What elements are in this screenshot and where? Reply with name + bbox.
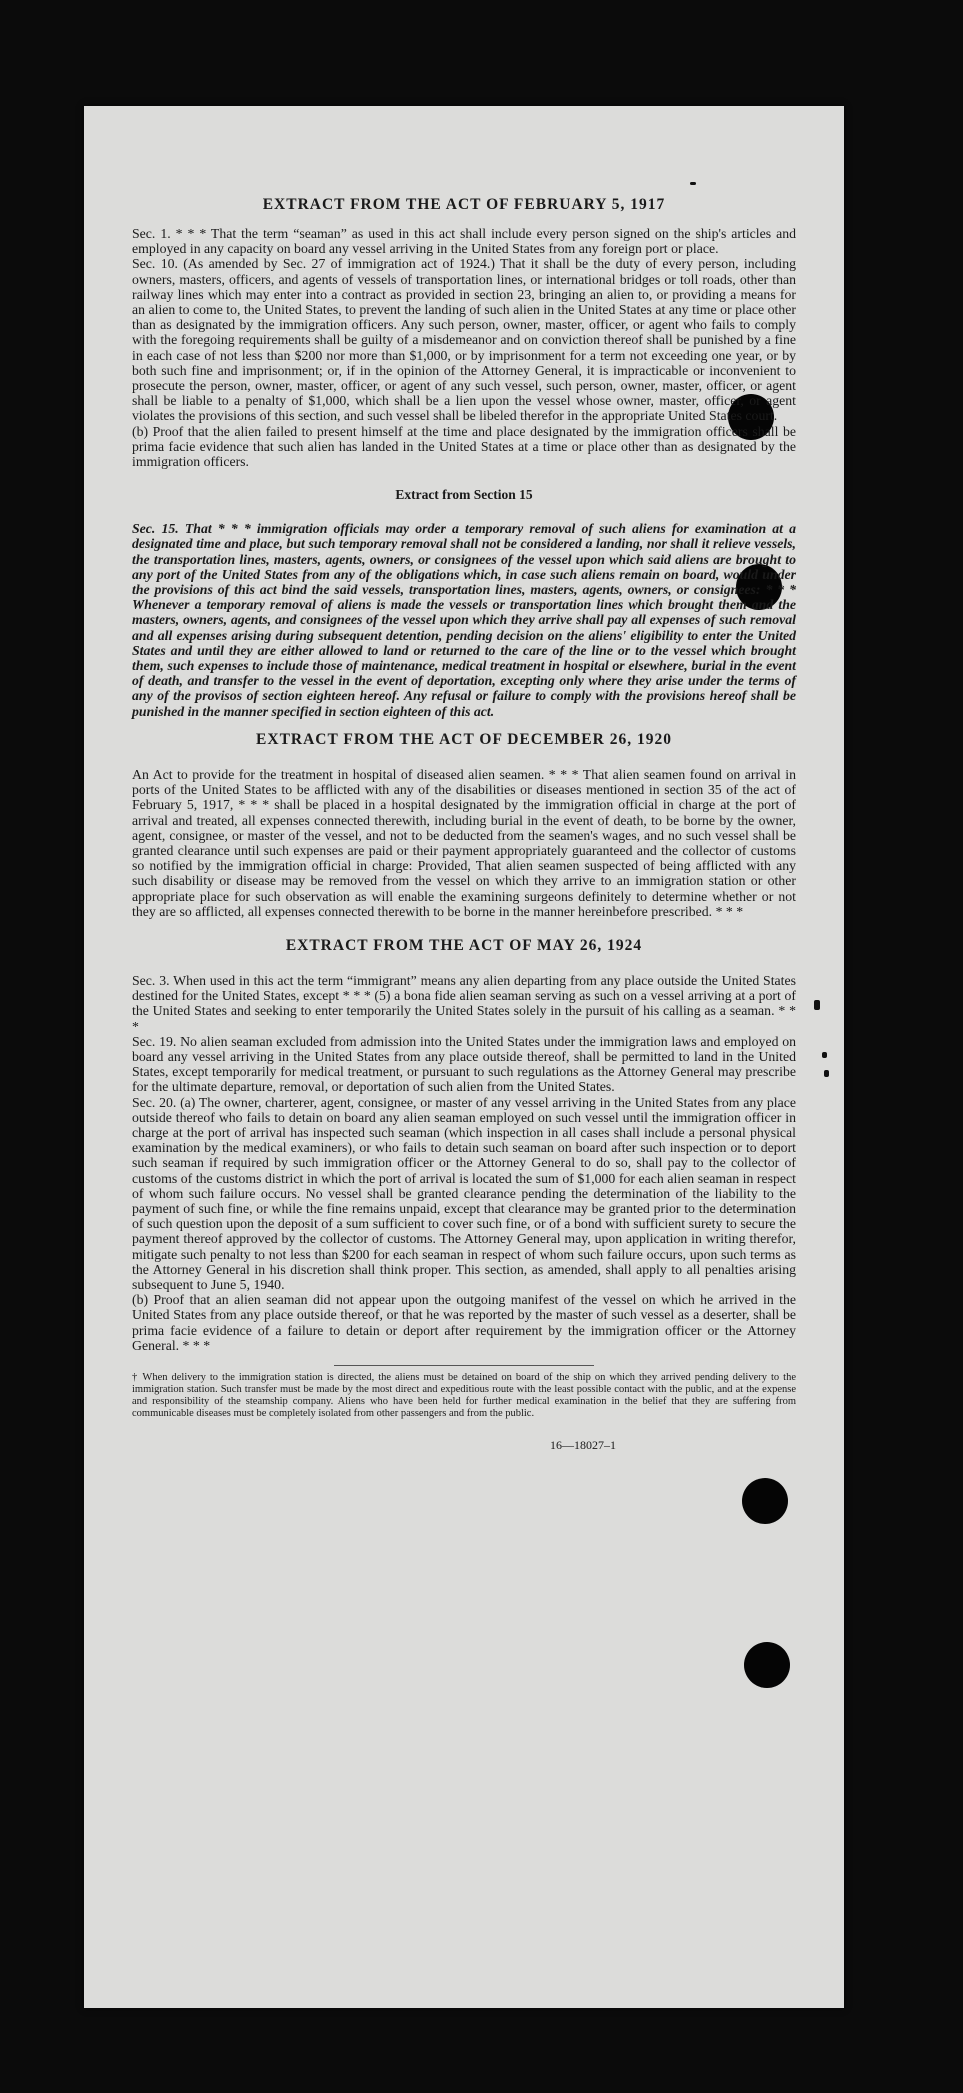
paragraph-sec-10: Sec. 10. (As amended by Sec. 27 of immigration act of 1924.) That it shall be the duty of every person, including owners, masters, officers, and agents of vessels of transportation lines, or international bridges or toll roads, other than railway lines which may enter into a contract as provided in section 23, bringing an alien to, or providing a means for an alien to come to, the United States, to prevent the landing of such alien in the United States at any time or place other than as designated by the immigration officers. Any such person, owner, master, officer, or agent who fails to comply with the foregoing requirements shall be guilty of a misdemeanor and on conviction thereof shall be punished by a fine in each case of not less than $200 nor more than $1,000, or by imprisonment for a term not exceeding one year, or by both such fine and imprisonment; or, if in the opinion of the Attorney General, it is impracticable or inconvenient to prosecute the person, owner, master, officer, or agent of any such vessel, such person, owner, master, officer, or agent shall be liable to a penalty of $1,000, which shall be a lien upon the vessel whose owner, master, officer, or agent violates the provisions of this section, and such vessel shall be libeled therefor in the appropriate United States court. [132,256,796,424]
ink-speck [814,1000,820,1010]
heading-section-15: Extract from Section 15 [395,487,533,503]
document-page [84,106,844,2008]
ink-speck [824,1070,829,1077]
paragraph-sec-1: Sec. 1. * * * That the term “seaman” as used in this act shall include every person signed on the ship's articles and employed in any capacity on board any vessel arriving in the United States from any foreign port or place. [132,226,796,257]
paragraph-sec-20-a: Sec. 20. (a) The owner, charterer, agent, consignee, or master of any vessel arriving in the United States from any place outside thereof who fails to detain on board any alien seaman employed on such vessel until the immigration officer in charge at the port of arrival has inspected such seaman (which inspection in all cases shall include a personal physical examination by the medical examiners), or who fails to detain such seaman on board after such inspection or to deport such seaman if required by such immigration officer or the Attorney General to do so, shall pay to the collector of customs of the customs district in which the port of arrival is located the sum of $1,000 for each alien seaman in respect of whom such failure occurs. No vessel shall be granted clearance pending the determination of the liability to the payment of such fine, or while the fine remains unpaid, except that clearance may be granted prior to the determination of such question upon the deposit of a sum sufficient to cover such fine, or of a bond with sufficient surety to secure the payment thereof approved by the collector of customs. The Attorney General may, upon application in writing therefor, mitigate such penalty to not less than $200 for each seaman in respect of whom such failure occurs, upon such terms as the Attorney General in his discretion shall think proper. This section, as amended, shall apply to all penalties arising subsequent to June 5, 1940. [132,1094,796,1292]
document-body [132,196,796,1968]
paragraph-sec-15: Sec. 15. That * * * immigration officials may order a temporary removal of such aliens for examination at a designated time and place, but such temporary removal shall not be considered a landing, nor shall it relieve vessels, the transportation lines, masters, agents, owners, or consignees of the vessel upon which said aliens are brought to any port of the United States from any of the obligations which, in case such aliens remain on board, would under the provisions of this act bind the said vessels, transportation lines, masters, agents, owners, or consignees: * * * Whenever a temporary removal of aliens is made the vessels or transportation lines which brought them and the masters, owners, agents, and consignees of the vessel upon which they arrive shall pay all expenses of such removal and all expenses arising during subsequent detention, pending decision on the aliens' eligibility to enter the United States and until they are either allowed to land or returned to the care of the line or to the vessel which brought them, such expenses to include those of maintenance, medical treatment in hospital or elsewhere, burial in the event of death, and transfer to the vessel in the event of deportation, excepting only where they arise under the terms of any of the provisos of section eighteen hereof. Any refusal or failure to comply with the provisions hereof shall be punished in the manner specified in section eighteen of this act. [132,521,796,719]
form-number: 16—18027–1 [550,1438,616,1452]
heading-act-1917: EXTRACT FROM THE ACT OF FEBRUARY 5, 1917 [262,196,666,213]
paragraph-act-1920: An Act to provide for the treatment in hospital of diseased alien seamen. * * * That alien seamen found on arrival in ports of the United States to be afflicted with any of the disabilities or diseases mentioned in section 35 of the act of February 5, 1917, * * * shall be placed in a hospital designated by the immigration official in charge at the port of arrival and treated, all expenses connected therewith, including burial in the event of death, to be borne by the owner, agent, consignee, or master of the vessel, and not to be deducted from the seamen's wages, and no such vessel shall be granted clearance until such expenses are paid or their payment appropriately guaranteed and the collector of customs so notified by the immigration official in charge: Provided, That alien seamen suspected of being afflicted with any such disability or disease may be removed from the vessel on which they arrive to an immigration station or other appropriate place for such observation as will enable the examining surgeons definitely to determine whether or not they are so afflicted, all expenses connected therewith to be borne in the manner hereinbefore prescribed. * * * [132,766,796,919]
paragraph-sec-3: Sec. 3. When used in this act the term “immigrant” means any alien departing from any place outside the United States destined for the United States, except * * * (5) a bona fide alien seaman serving as such on a vessel arriving at a port of the United States and seeking to enter temporarily the United States solely in the pursuit of his calling as a seaman. * * * [132,972,796,1034]
paragraph-sec-20-b: (b) Proof that an alien seaman did not appear upon the outgoing manifest of the vessel on which he arrived in the United States from any place outside thereof, or that he was reported by the master of such vessel as a deserter, shall be prima facie evidence of a failure to detain or deport after requirement by the immigration officer or the Attorney General. * * * [132,1292,796,1353]
ink-speck [822,1052,827,1058]
heading-act-1924: EXTRACT FROM THE ACT OF MAY 26, 1924 [285,936,643,954]
heading-act-1920: EXTRACT FROM THE ACT OF DECEMBER 26, 1920 [256,730,672,748]
footnote: † When delivery to the immigration station is directed, the aliens must be detained on board of the ship on which they arrived pending delivery to the immigration station. Such transfer must be made by the most direct and expeditious route with the least possible contact with the public, and at the expense and responsibility of the steamship company. Aliens who have been held for further medical examination in the belief that they are suffering from communicable diseases must be completely isolated from other passengers and from the public. [132,1372,796,1419]
ink-speck [690,182,696,185]
paragraph-sec-19: Sec. 19. No alien seaman excluded from admission into the United States under the immigration laws and employed on board any vessel arriving in the United States from any place outside thereof, shall be permitted to land in the United States, except temporarily for medical treatment, or pursuant to such regulations as the Attorney General may prescribe for the ultimate departure, removal, or deportation of such alien from the United States. [132,1033,796,1095]
paragraph-sec-10-b: (b) Proof that the alien failed to present himself at the time and place designated by the immigration officers shall be prima facie evidence that such alien has landed in the United States at a time or place other than as designated by the immigration officers. [132,423,796,470]
